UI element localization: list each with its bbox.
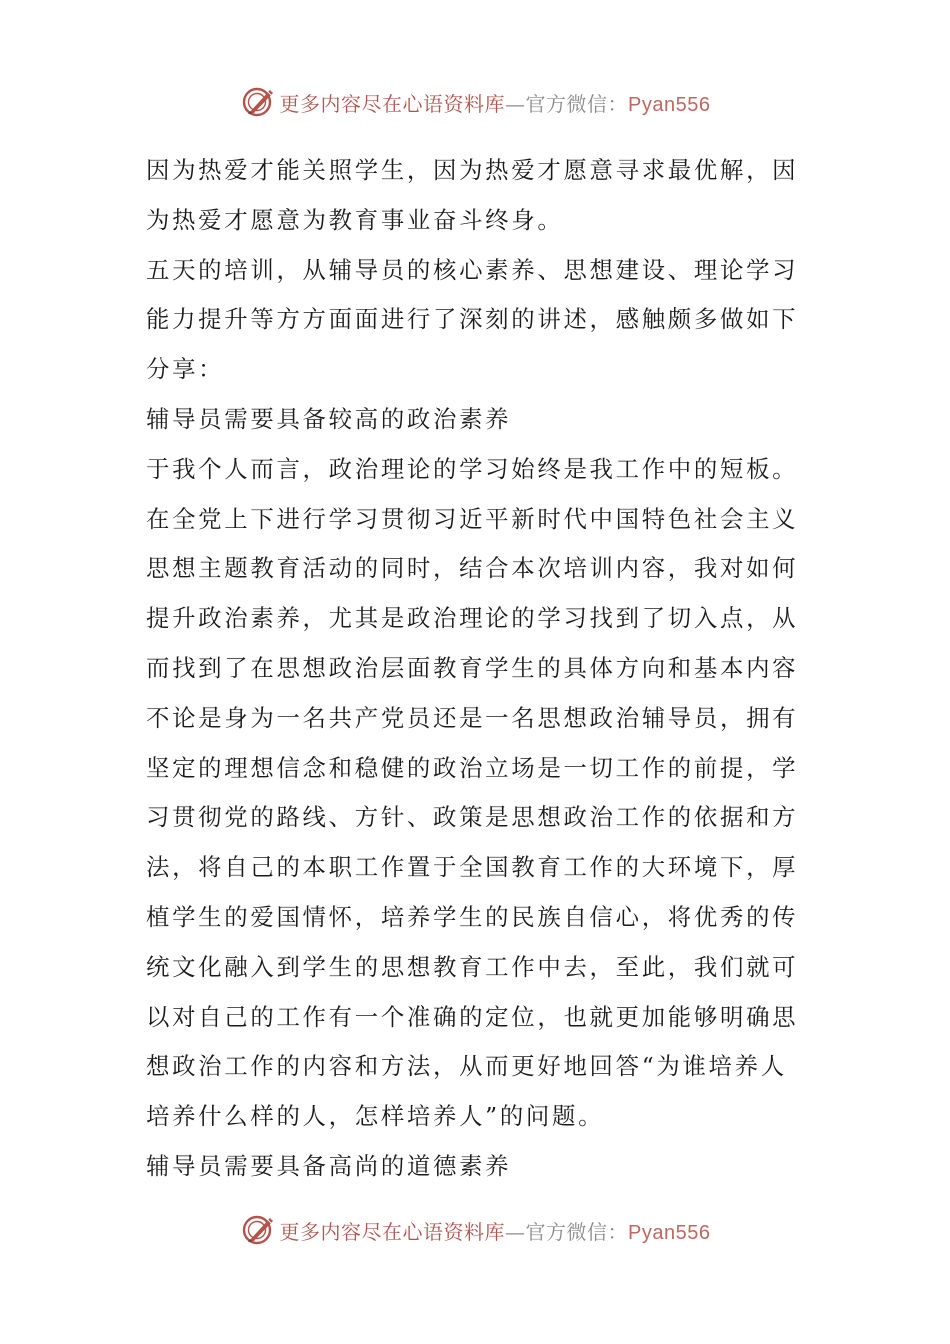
header-dash: — [505, 91, 526, 116]
footer-dash: — [505, 1219, 526, 1244]
body-line: 而找到了在思想政治层面教育学生的具体方向和基本内容 [146, 653, 799, 682]
body-line: 因为热爱才能关照学生，因为热爱才愿意寻求最优解，因 [146, 156, 799, 184]
body-line: 于我个人而言，政治理论的学习始终是我工作中的短板。 [146, 454, 799, 483]
body-line: 不论是身为一名共产党员还是一名思想政治辅导员，拥有 [146, 703, 799, 732]
body-line: 为热爱才愿意为教育事业奋斗终身。 [146, 205, 564, 234]
pen-logo-icon [240, 1212, 276, 1248]
body-line: 思想主题教育活动的同时，结合本次培训内容，我对如何 [146, 554, 799, 583]
body-line: 五天的培训，从辅导员的核心素养、思想建设、理论学习 [146, 255, 799, 284]
body-line: 在全党上下进行学习贯彻习近平新时代中国特色社会主义 [146, 504, 799, 533]
header-slogan-text [280, 88, 711, 117]
body-line: 坚定的理想信念和稳健的政治立场是一切工作的前提，学 [146, 753, 799, 782]
document-body [146, 146, 806, 1192]
footer-banner [0, 1208, 950, 1252]
header-banner [0, 80, 950, 124]
header-wechat-label: 官方微信： [525, 91, 629, 116]
pen-logo-icon [240, 84, 276, 120]
body-line: 提升政治素养，尤其是政治理论的学习找到了切入点，从 [146, 604, 799, 633]
footer-slogan: 更多内容尽在心语资料库 [279, 1219, 506, 1244]
header-wechat-id: Pyan556 [628, 93, 711, 116]
body-line: 以对自己的工作有一个准确的定位，也就更加能够明确思 [146, 1002, 799, 1031]
footer-slogan-text [280, 1216, 711, 1245]
body-line: 植学生的爱国情怀，培养学生的民族自信心，将优秀的传 [146, 902, 799, 931]
header-slogan: 更多内容尽在心语资料库 [279, 91, 506, 116]
body-line: 法，将自己的本职工作置于全国教育工作的大环境下，厚 [146, 853, 799, 882]
body-line: 统文化融入到学生的思想教育工作中去，至此，我们就可 [146, 952, 799, 981]
body-line: 想政治工作的内容和方法，从而更好地回答“为谁培养人 [146, 1052, 787, 1081]
footer-wechat-id: Pyan556 [628, 1221, 711, 1244]
body-line: 分享： [146, 355, 225, 384]
body-line: 培养什么样的人，怎样培养人”的问题。 [146, 1102, 605, 1131]
section-heading-moral: 辅导员需要具备高尚的道德素养 [146, 1151, 512, 1180]
body-line: 能力提升等方方面面进行了深刻的讲述，感触颇多做如下 [146, 305, 799, 334]
footer-wechat-label: 官方微信： [525, 1219, 629, 1244]
body-line: 习贯彻党的路线、方针、政策是思想政治工作的依据和方 [146, 803, 799, 832]
section-heading-political: 辅导员需要具备较高的政治素养 [146, 404, 512, 433]
